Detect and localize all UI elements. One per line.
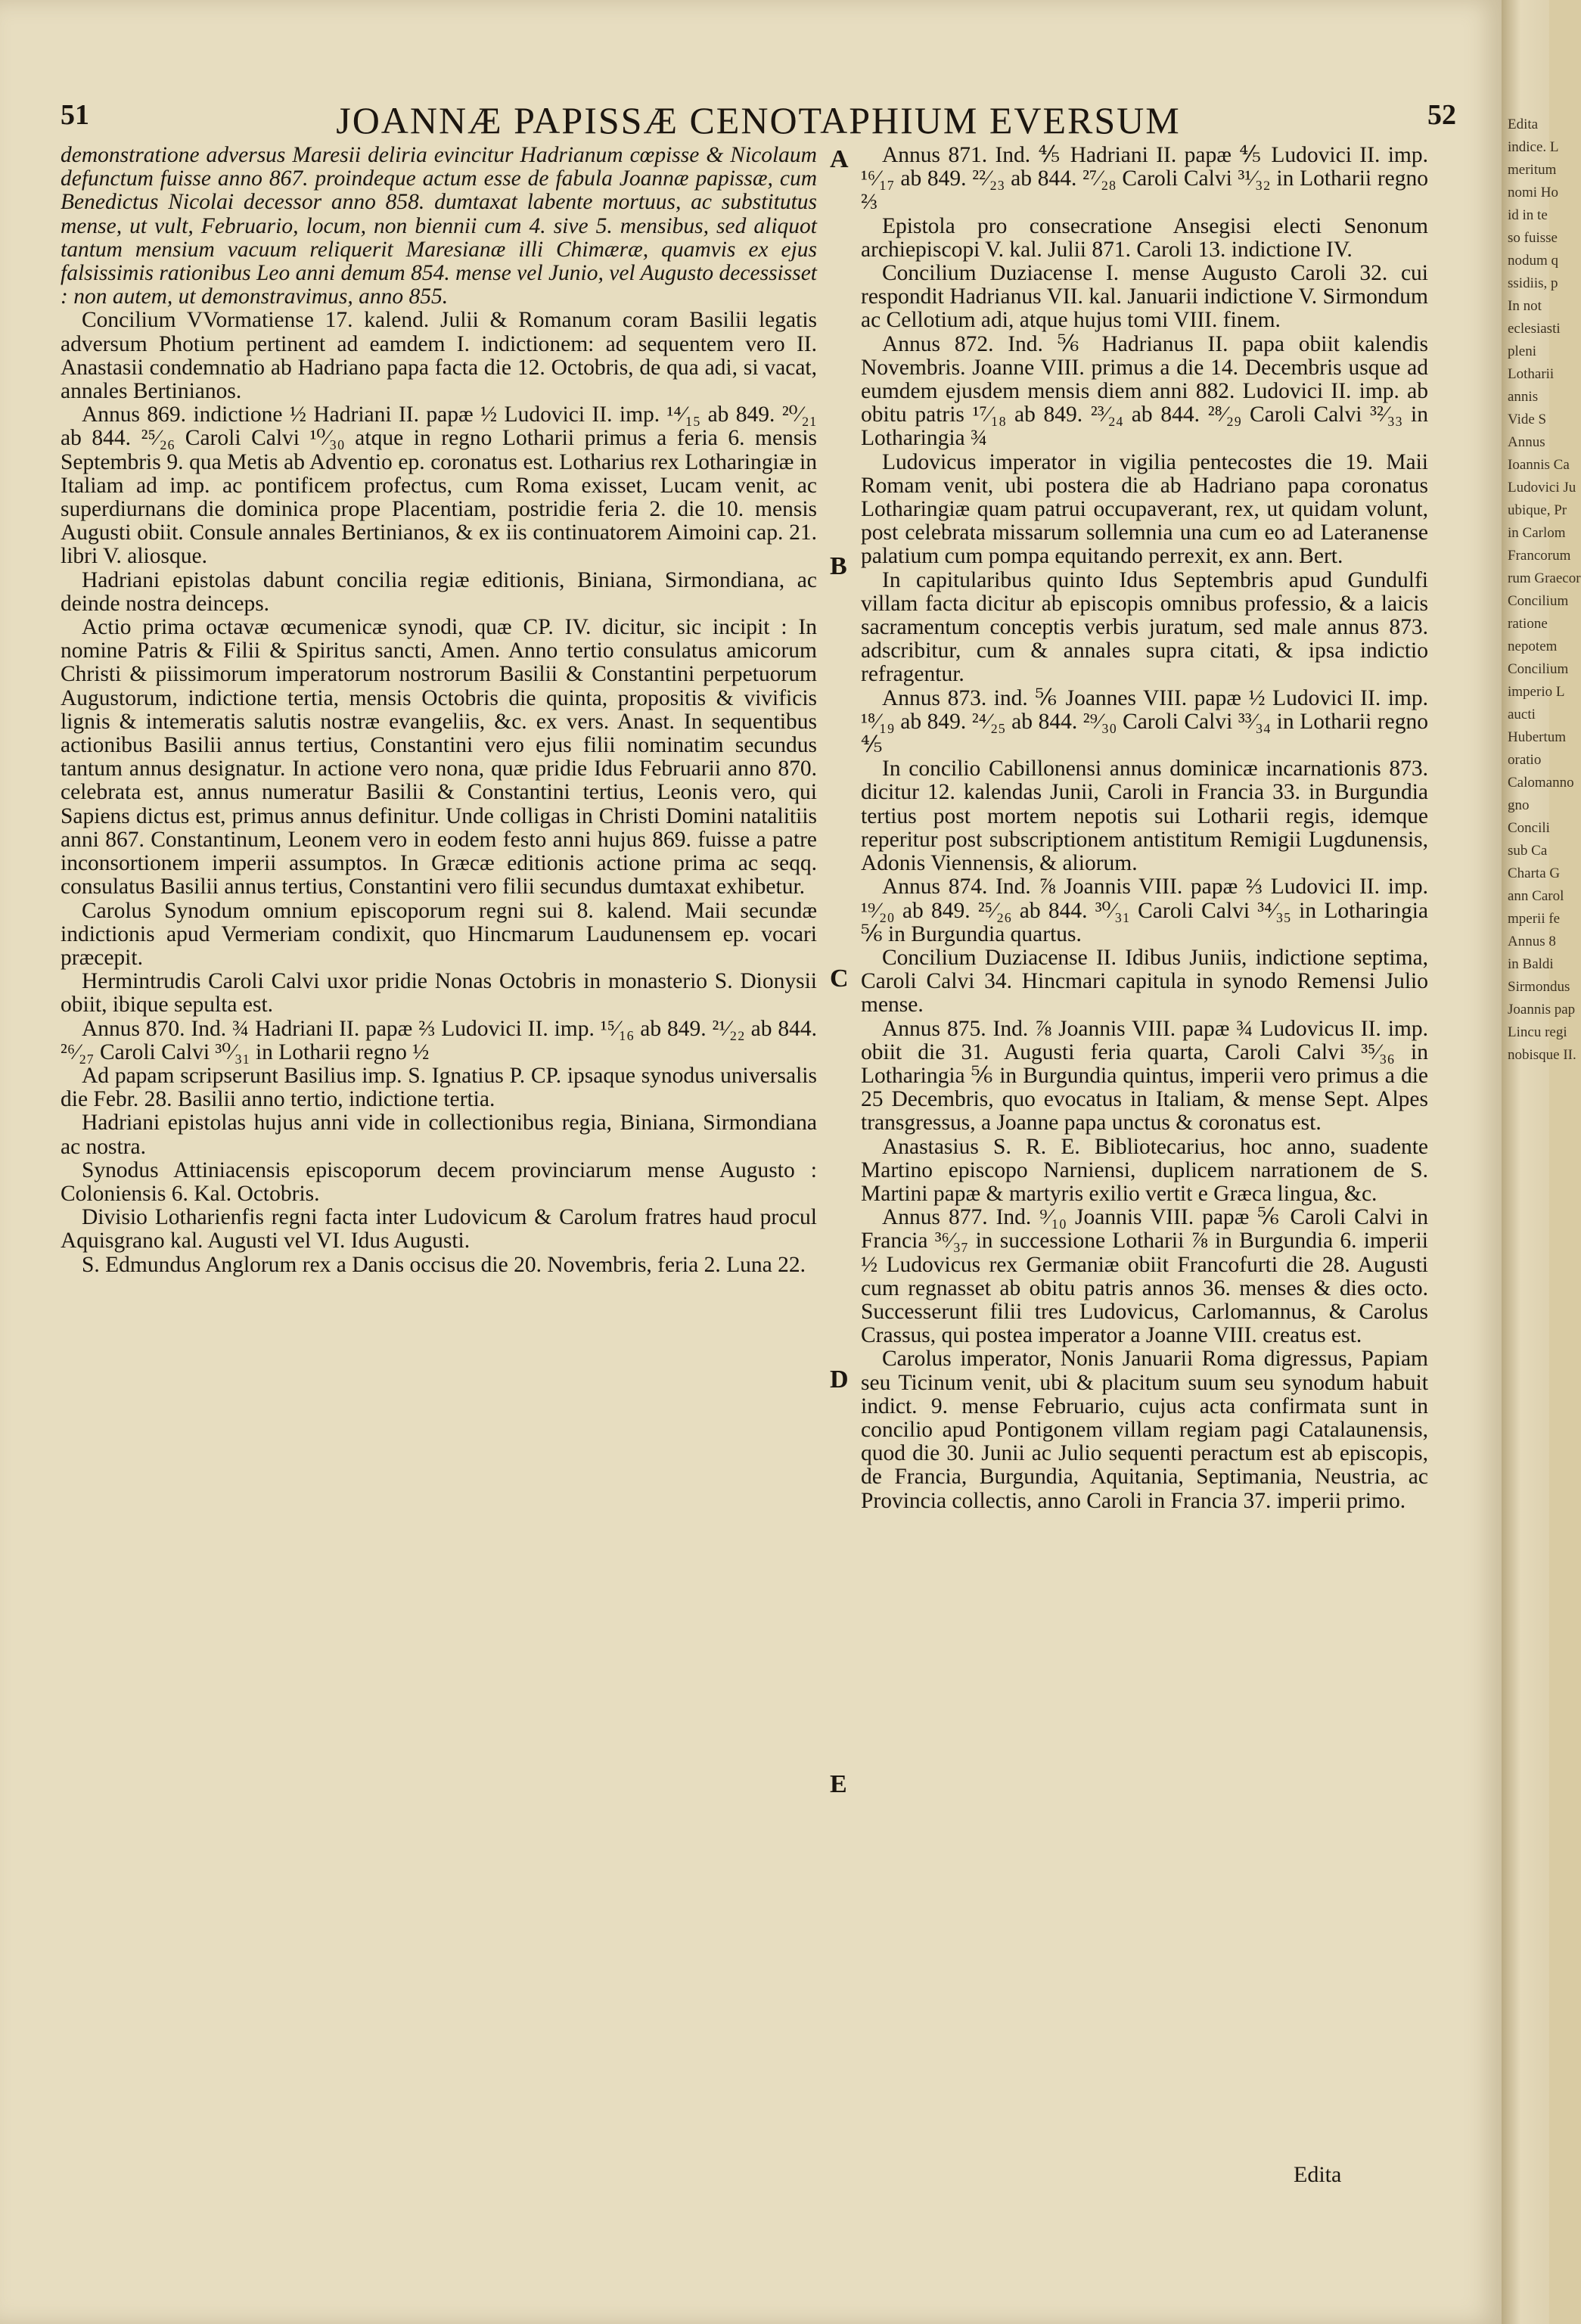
paragraph: S. Edmundus Anglorum rex a Danis occisus die 20. Novembris, feria 2. Luna 22. [82, 1252, 806, 1277]
adjacent-page-fragment: ssidiis, p [1508, 275, 1558, 291]
adjacent-page-fragment: In not [1508, 298, 1542, 314]
adjacent-page-fragment: oratio [1508, 752, 1542, 768]
paragraph: Concilium Duziacense II. Idibus Juniis, indictione septima, Caroli Calvi 34. Hincmari capitula in synodo Remensi Julio mense. [861, 945, 1428, 1018]
left-column [61, 144, 817, 1277]
adjacent-page-fragment: Hubertum [1508, 729, 1567, 745]
adjacent-page-fragment: eclesiasti [1508, 321, 1561, 337]
adjacent-page-fragment: ratione [1508, 616, 1548, 632]
paragraph: Annus 871. Ind. ⅘ Hadriani II. papæ ⅘ Ludovici II. imp. ¹⁶⁄₁₇ ab 849. ²²⁄₂₃ ab 844. ²⁷⁄₂₈ Caroli Calvi ³¹⁄₃₂ in Lotharii regno ⅔ [861, 143, 1428, 215]
adjacent-page-fragment: aucti [1508, 707, 1536, 722]
adjacent-page-fragment: Concili [1508, 820, 1550, 836]
paragraph: Concilium VVormatiense 17. kalend. Julii & Romanum coram Basilii legatis adversum Photium pertinent ad eamdem I. indictionem: ad sequentem vero II. Anastasii condemnatio ab Hadriano papa facta die 12. Octobris, de qua adi, si vacat, annales Bertinianos. [61, 308, 817, 404]
adjacent-page-fragment: nomi Ho [1508, 185, 1559, 200]
adjacent-page-edge [1502, 0, 1581, 2324]
paragraph: Ludovicus imperator in vigilia pentecostes die 19. Maii Romam venit, ubi postera die ab Hadriano papa coronatus Lotharingiæ quam patrui occupaverant, rex, ut quidam volunt, post celebrata missarum sollemnia una cum eo ad Lateranense palatium cum pompa equitando perrexit, ex ann. Bert. [861, 449, 1428, 569]
adjacent-page-fragment: Calomanno [1508, 775, 1574, 791]
paragraph: Carolus Synodum omnium episcoporum regni sui 8. kalend. Maii secundæ indictionis apud Vermeriam condixit, quo Hincmarum Laudunensem ep. vocari præcepit. [61, 898, 817, 970]
adjacent-page-fragment: Annus [1508, 434, 1545, 450]
right-column [861, 144, 1428, 1513]
adjacent-page-fragment: Joannis pap [1508, 1002, 1576, 1018]
page-number-right: 52 [1427, 99, 1456, 131]
paragraph: Anastasius S. R. E. Bibliotecarius, hoc anno, suadente Martino episcopo Narniensi, duplicem narrationem de S. Martini papæ & martyris exilio vertit e Græca lingua, &c. [861, 1134, 1428, 1206]
paragraph: Epistola pro consecratione Ansegisi electi Senonum archiepiscopi V. kal. Julii 871. Caroli 13. indictione IV. [861, 213, 1428, 262]
paragraph: Synodus Attiniacensis episcoporum decem provinciarum mense Augusto : Coloniensis 6. Kal. Octobris. [61, 1157, 817, 1206]
adjacent-page-fragment: Lincu regi [1508, 1024, 1567, 1040]
adjacent-page-fragment: mperii fe [1508, 911, 1561, 927]
adjacent-page-fragment: id in te [1508, 207, 1548, 223]
adjacent-page-fragment: sub Ca [1508, 843, 1548, 859]
paragraph: Carolus imperator, Nonis Januarii Roma digressus, Papiam seu Ticinum venit, ubi & placitum suum seu synodum habuit indict. 9. mense Februario, cujus acta confirmata sunt in concilio apud Pontigonem villam regiam pagi Catalaunensis, quod die 30. Junii ac Julio sequenti peractum est ab episcopis, de Francia, Burgundia, Aquitania, Septimania, Neustria, ac Provincia collectis, anno Caroli in Francia 37. imperii primo. [861, 1347, 1428, 1513]
paragraph: Concilium Duziacense I. mense Augusto Caroli 32. cui respondit Hadrianus VII. kal. Januarii indictione V. Sirmondum ac Cellotium adi, atque hujus tomi VIII. finem. [861, 261, 1428, 333]
section-marker-b: B [830, 552, 847, 580]
adjacent-page-fragment: Sirmondus [1508, 979, 1570, 995]
adjacent-page-fragment: ann Carol [1508, 888, 1564, 904]
paragraph: demonstratione adversus Maresii deliria evincitur Hadrianum cœpisse & Nicolaum defunctum fuisse anno 867. proindeque actum esse de fabula Joannæ papissæ, cum Benedictus Nicolai decessor anno 858. dumtaxat labente mortuus, ac substitutus mense, ut vult, Februario, locum, non biennii cum 4. sive 5. mensibus, sed aliquot tantum mensium vacuum reliquerit Maresianæ illi Chimæræ, quamvis ex ejus falsissimis rationibus Leo anni demum 854. mense vel Junio, vel Augusto decessisset : non autem, ut demonstravimus, anno 855. [61, 143, 817, 309]
paragraph: Annus 870. Ind. ¾ Hadriani II. papæ ⅔ Ludovici II. imp. ¹⁵⁄₁₆ ab 849. ²¹⁄₂₂ ab 844. ²⁶⁄₂₇ Caroli Calvi ³⁰⁄₃₁ in Lotharii regno ½ [61, 1016, 817, 1064]
paragraph: In concilio Cabillonensi annus dominicæ incarnationis 873. dicitur 12. kalendas Junii, Caroli in Francia 33. in Burgundia tertius post mortem nepotis sui Lotharii regis, idemque reperitur post subscriptionem antistitum Remigii Lugdunensis, Adonis Viennensis, & aliorum. [861, 757, 1428, 876]
adjacent-page-fragment: nepotem [1508, 638, 1558, 654]
paragraph: Annus 877. Ind. ⁹⁄₁₀ Joannis VIII. papæ ⅚ Caroli Calvi in Francia ³⁶⁄₃₇ in successione Lotharii ⅞ in Burgundia 6. imperii ½ Ludovicus rex Germaniæ obiit Francofurti die 28. Augusti cum regnasset ab obitu patris annos 36. menses & dies octo. Successerunt filii tres Ludovicus, Carlomannus, & Carolus Crassus, qui postea imperator a Joanne VIII. creatus est. [861, 1205, 1428, 1348]
paragraph: Annus 869. indictione ½ Hadriani II. papæ ½ Ludovici II. imp. ¹⁴⁄₁₅ ab 849. ²⁰⁄₂₁ ab 844. ²⁵⁄₂₆ Caroli Calvi ¹⁰⁄₃₀ atque in regno Lotharii primus a feria 6. mensis Septembris 9. qua Metis ab Adventio ep. coronatus est. Lotharius rex Lotharingiæ in Italiam ad imp. ac pontificem profectus, cum Roma exisset, Lucam venit, ac superdiurnans die dominica prope Placentiam, postridie feria 2. die 10. mensis Augusti obiit. Consule annales Bertinianos, & ex iis continuatorem Aimoini cap. 21. libri V. aliosque. [61, 402, 817, 569]
section-marker-a: A [830, 145, 849, 173]
paragraph: Hadriani epistolas dabunt concilia regiæ editionis, Biniana, Sirmondiana, ac deinde nostra deinceps. [61, 567, 817, 616]
paragraph: Hermintrudis Caroli Calvi uxor pridie Nonas Octobris in monasterio S. Dionysii obiit, ibique sepulta est. [61, 969, 817, 1018]
adjacent-page-fragment: so fuisse [1508, 230, 1558, 246]
section-marker-e: E [830, 1770, 847, 1798]
adjacent-page-fragment: nodum q [1508, 253, 1559, 269]
paragraph: Annus 875. Ind. ⅞ Joannis VIII. papæ ¾ Ludovicus II. imp. obiit die 31. Augusti feria quarta, Caroli Calvi ³⁵⁄₃₆ in Lotharingia ⅚ in Burgundia quintus, imperii vero primus a die 25 Decembris, quo evocatus in Italiam, & mense Sept. Alpes transgressus, a Joanne papa unctus & coronatus est. [861, 1016, 1428, 1136]
adjacent-page-fragment: pleni [1508, 343, 1536, 359]
adjacent-page-fragment: ubique, Pr [1508, 502, 1567, 518]
page-number-left: 51 [61, 99, 89, 131]
catchword: Edita [1294, 2162, 1342, 2187]
adjacent-page-fragment: indice. L [1508, 139, 1559, 155]
paragraph: In capitularibus quinto Idus Septembris apud Gundulfi villam facta dicitur ab episcopis omnibus professio, & a laicis sacramentum conceptis verbis juratum, sed male annus 873. adscribitur, cum & annales supra citati, & ipsa indictio refragentur. [861, 567, 1428, 687]
adjacent-page-fragment: in Carlom [1508, 525, 1566, 541]
adjacent-page-fragment: rum Graecor [1508, 570, 1581, 586]
paragraph: Actio prima octavæ œcumenicæ synodi, quæ CP. IV. dicitur, sic incipit : In nomine Patris & Filii & Spiritus sancti, Amen. Anno tertio consulatus amicorum Christi & piissimorum imperatorum nostrorum Basilii & Constantini perpetuorum Augustorum, indictione tertia, mensis Octobris die quinta, propositis & vivificis lignis & intemeratis salutis nostræ evangeliis, &c. ex vers. Anast. In sequentibus actionibus Basilii annus tertius, Constantini vero ejus filii nominatim secundus tantum annus designatur. In actione vero nona, quæ pridie Idus Februarii anno 870. celebrata est, annus numeratur Basilii & Constantini tertius, Leonis vero, qui Sapiens dictus est, primus annus definitur. Unde colligas in Christi Domini natalitiis anni 867. Constantinum, Leonem vero in eodem festo anni hujus 869. fuisse a patre inconsortionem imperii assumptos. In Græcæ editionis actione prima ac seqq. consulatus Basilii annus tertius, Constantini vero filii secundus dumtaxat exhibetur. [61, 615, 817, 899]
adjacent-page-fragment: Francorum [1508, 548, 1571, 564]
adjacent-page-fragment: annis [1508, 389, 1539, 405]
paragraph: Hadriani epistolas hujus anni vide in collectionibus regia, Biniana, Sirmondiana ac nostra. [61, 1111, 817, 1159]
paragraph: Divisio Lotharienfis regni facta inter Ludovicum & Carolum fratres haud procul Aquisgrano kal. Augusti vel VI. Idus Augusti. [61, 1205, 817, 1254]
adjacent-page-fragment: Concilium [1508, 593, 1569, 609]
adjacent-page-fragment: Charta G [1508, 865, 1561, 881]
running-header [61, 98, 1456, 144]
adjacent-page-fragment: Edita [1508, 117, 1539, 132]
adjacent-page-fragment: gno [1508, 797, 1530, 813]
running-title: JOANNÆ PAPISSÆ CENOTAPHIUM EVERSUM [336, 99, 1181, 141]
adjacent-page-fragment: Vide S [1508, 412, 1547, 427]
section-marker-d: D [830, 1366, 849, 1393]
adjacent-page-fragment: Annus 8 [1508, 934, 1556, 949]
paragraph: Annus 872. Ind. ⅚ Hadrianus II. papa obiit kalendis Novembris. Joanne VIII. primus a die 14. Decembris usque ad eumdem ejusdem mensis diem anni 882. Ludovici II. imp. ab obitu patris ¹⁷⁄₁₈ ab 849. ²³⁄₂₄ ab 844. ²⁸⁄₂₉ Caroli Calvi ³²⁄₃₃ in Lotharingia ¾ [861, 331, 1428, 451]
adjacent-page-fragment: in Baldi [1508, 956, 1554, 972]
section-marker-c: C [830, 965, 849, 993]
adjacent-page-fragment: Ioannis Ca [1508, 457, 1570, 473]
adjacent-page-fragment: imperio L [1508, 684, 1565, 700]
paragraph: Ad papam scripserunt Basilius imp. S. Ignatius P. CP. ipsaque synodus universalis die Febr. 28. Basilii anno tertio, indictione tertia. [61, 1063, 817, 1112]
adjacent-page-fragment: nobisque II. [1508, 1047, 1576, 1063]
adjacent-page-fragment: meritum [1508, 162, 1557, 178]
adjacent-page-fragment: Lotharii [1508, 366, 1555, 382]
paragraph: Annus 874. Ind. ⅞ Joannis VIII. papæ ⅔ Ludovici II. imp. ¹⁹⁄₂₀ ab 849. ²⁵⁄₂₆ ab 844. ³⁰⁄₃₁ Caroli Calvi ³⁴⁄₃₅ in Lotharingia ⅚ in Burgundia quartus. [861, 875, 1428, 946]
adjacent-page-fragment: Ludovici Ju [1508, 480, 1576, 496]
paragraph: Annus 873. ind. ⅚ Joannes VIII. papæ ½ Ludovici II. imp. ¹⁸⁄₁₉ ab 849. ²⁴⁄₂₅ ab 844. ²⁹⁄₃₀ Caroli Calvi ³³⁄₃₄ in Lotharii regno ⅘ [861, 685, 1428, 758]
adjacent-page-fragment: Concilium [1508, 661, 1569, 677]
